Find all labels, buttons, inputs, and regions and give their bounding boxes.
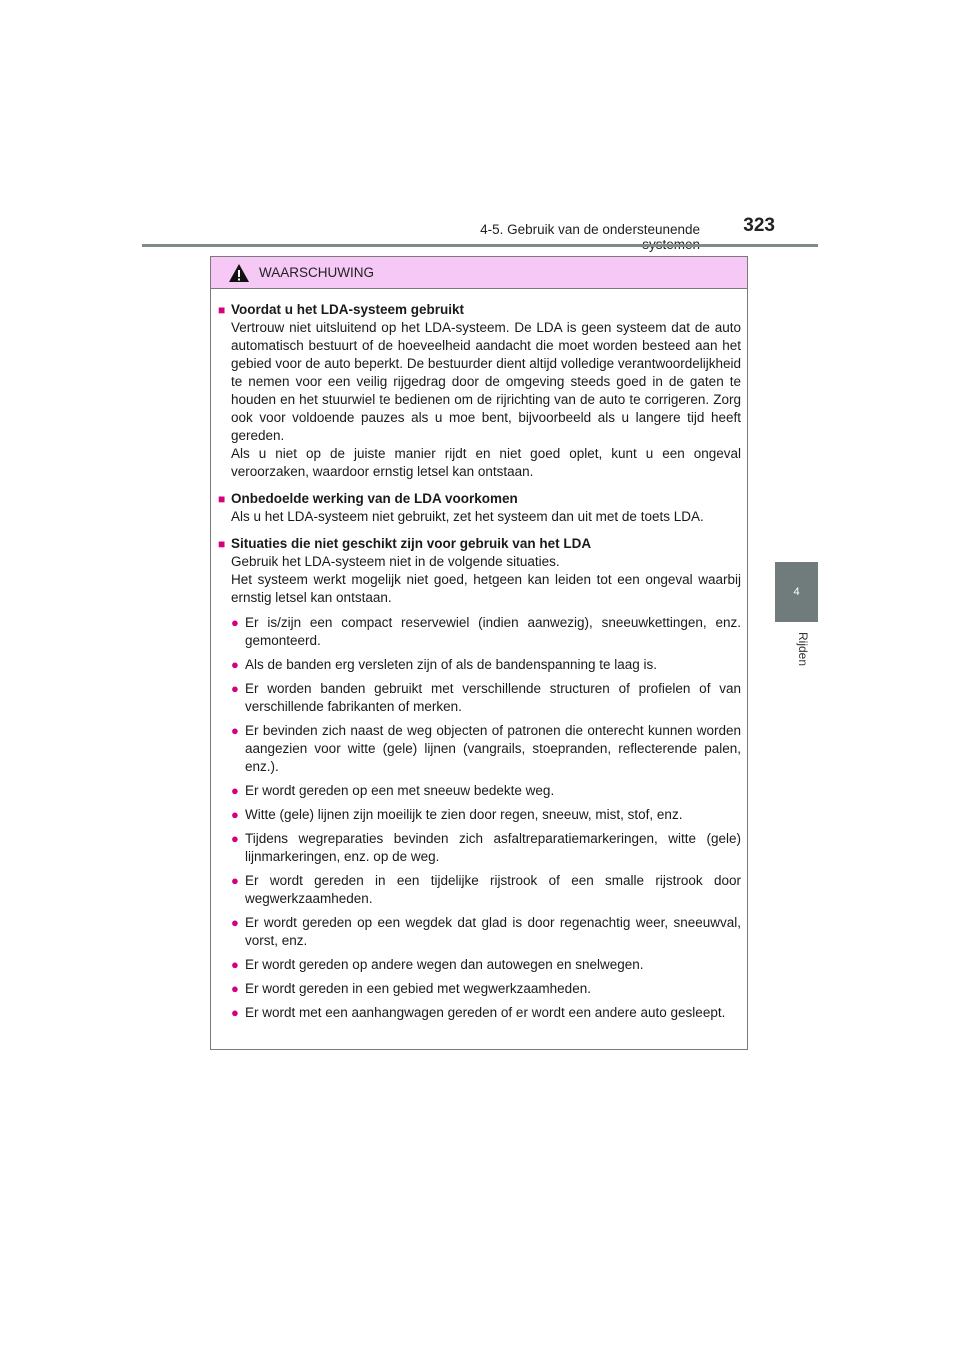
warning-header bbox=[211, 257, 747, 289]
list-item: ● Er wordt gereden op een met sneeuw bedekte weg. bbox=[231, 783, 555, 798]
circle-bullet-icon: ● bbox=[231, 981, 239, 996]
list-item: ● Witte (gele) lijnen zijn moeilijk te zien door regen, sneeuw, mist, stof, enz. bbox=[231, 807, 683, 822]
circle-bullet-icon: ● bbox=[231, 681, 239, 696]
warning-box bbox=[210, 256, 748, 1050]
circle-bullet-icon: ● bbox=[231, 1005, 239, 1020]
list-item: ● Er wordt gereden in een tijdelijke rijstrook of een smalle rijstrook door wegwerkzaamheden. bbox=[231, 873, 741, 906]
section-unsuitable-situations bbox=[218, 535, 741, 1022]
circle-bullet-icon: ● bbox=[231, 723, 239, 738]
section-prevent-unintended bbox=[218, 490, 741, 526]
list-item: ● Er wordt gereden op een wegdek dat glad is door regenachtig weer, sneeuwval, vorst, enz. bbox=[231, 915, 741, 948]
section-before-use bbox=[218, 301, 741, 481]
header-divider bbox=[142, 244, 818, 247]
list-item: ● Er worden banden gebruikt met verschillende structuren of profielen of van verschillende fabrikanten of merken. bbox=[231, 681, 741, 714]
situation-list bbox=[231, 614, 741, 1022]
circle-bullet-icon: ● bbox=[231, 783, 239, 798]
paragraph: Als u niet op de juiste manier rijdt en niet goed oplet, kunt u een ongeval veroorzaken, waardoor ernstig letsel kan ontstaan. bbox=[231, 446, 741, 479]
circle-bullet-icon: ● bbox=[231, 831, 239, 846]
warning-title: WAARSCHUWING bbox=[259, 265, 374, 280]
paragraph: Vertrouw niet uitsluitend op het LDA-systeem. De LDA is geen systeem dat de auto automatisch bestuurt of de hoeveelheid aandacht die moet worden besteed aan het gebied voor de auto beperkt. De bestuurder dient altijd volledige verantwoordelijkheid te nemen voor een veilig rijgedrag door de omgeving steeds goed in de gaten te houden en het stuurwiel te bedienen om de rijrichting van de auto te corrigeren. Zorg ook voor voldoende pauzes als u moe bent, bijvoorbeeld als u langere tijd heeft gereden. bbox=[231, 320, 741, 443]
list-item: ● Er wordt gereden in een gebied met wegwerkzaamheden. bbox=[231, 981, 591, 996]
square-bullet-icon: ■ bbox=[218, 492, 226, 506]
warning-triangle-icon bbox=[228, 263, 250, 283]
circle-bullet-icon: ● bbox=[231, 615, 239, 630]
section-heading: Situaties die niet geschikt zijn voor gebruik van het LDA bbox=[231, 536, 592, 551]
chapter-tab bbox=[775, 562, 818, 622]
list-item: ● Tijdens wegreparaties bevinden zich asfaltreparatiemarkeringen, witte (gele) lijnmarkeringen, enz. op de weg. bbox=[231, 831, 741, 864]
list-item: ● Er bevinden zich naast de weg objecten of patronen die onterecht kunnen worden aangezien voor witte (gele) lijnen (vangrails, stoepranden, reflecterende palen, enz.). bbox=[231, 723, 741, 774]
section-heading: Onbedoelde werking van de LDA voorkomen bbox=[231, 491, 518, 506]
list-item: ● Als de banden erg versleten zijn of als de bandenspanning te laag is. bbox=[231, 657, 658, 672]
chapter-number: 4 bbox=[793, 586, 800, 598]
paragraph: Gebruik het LDA-systeem niet in de volgende situaties. bbox=[231, 554, 560, 569]
circle-bullet-icon: ● bbox=[231, 807, 239, 822]
paragraph: Het systeem werkt mogelijk niet goed, hetgeen kan leiden tot een ongeval waarbij ernstig letsel kan ontstaan. bbox=[231, 572, 741, 605]
paragraph: Als u het LDA-systeem niet gebruikt, zet het systeem dan uit met de toets LDA. bbox=[231, 509, 704, 524]
chapter-label: Rijden bbox=[796, 632, 810, 667]
list-item: ● Er is/zijn een compact reservewiel (indien aanwezig), sneeuwkettingen, enz. gemonteerd. bbox=[231, 615, 741, 648]
section-title: 4-5. Gebruik van de ondersteunende bbox=[480, 222, 700, 237]
list-item: ● Er wordt gereden op andere wegen dan autowegen en snelwegen. bbox=[231, 957, 644, 972]
circle-bullet-icon: ● bbox=[231, 915, 239, 930]
square-bullet-icon: ■ bbox=[218, 303, 226, 317]
section-heading: Voordat u het LDA-systeem gebruikt bbox=[231, 302, 465, 317]
square-bullet-icon: ■ bbox=[218, 537, 226, 551]
circle-bullet-icon: ● bbox=[231, 657, 239, 672]
page-number: 323 bbox=[743, 215, 775, 236]
circle-bullet-icon: ● bbox=[231, 873, 239, 888]
list-item: ● Er wordt met een aanhangwagen gereden of er wordt een andere auto gesleept. bbox=[231, 1005, 726, 1020]
warning-body bbox=[211, 289, 747, 1022]
circle-bullet-icon: ● bbox=[231, 957, 239, 972]
